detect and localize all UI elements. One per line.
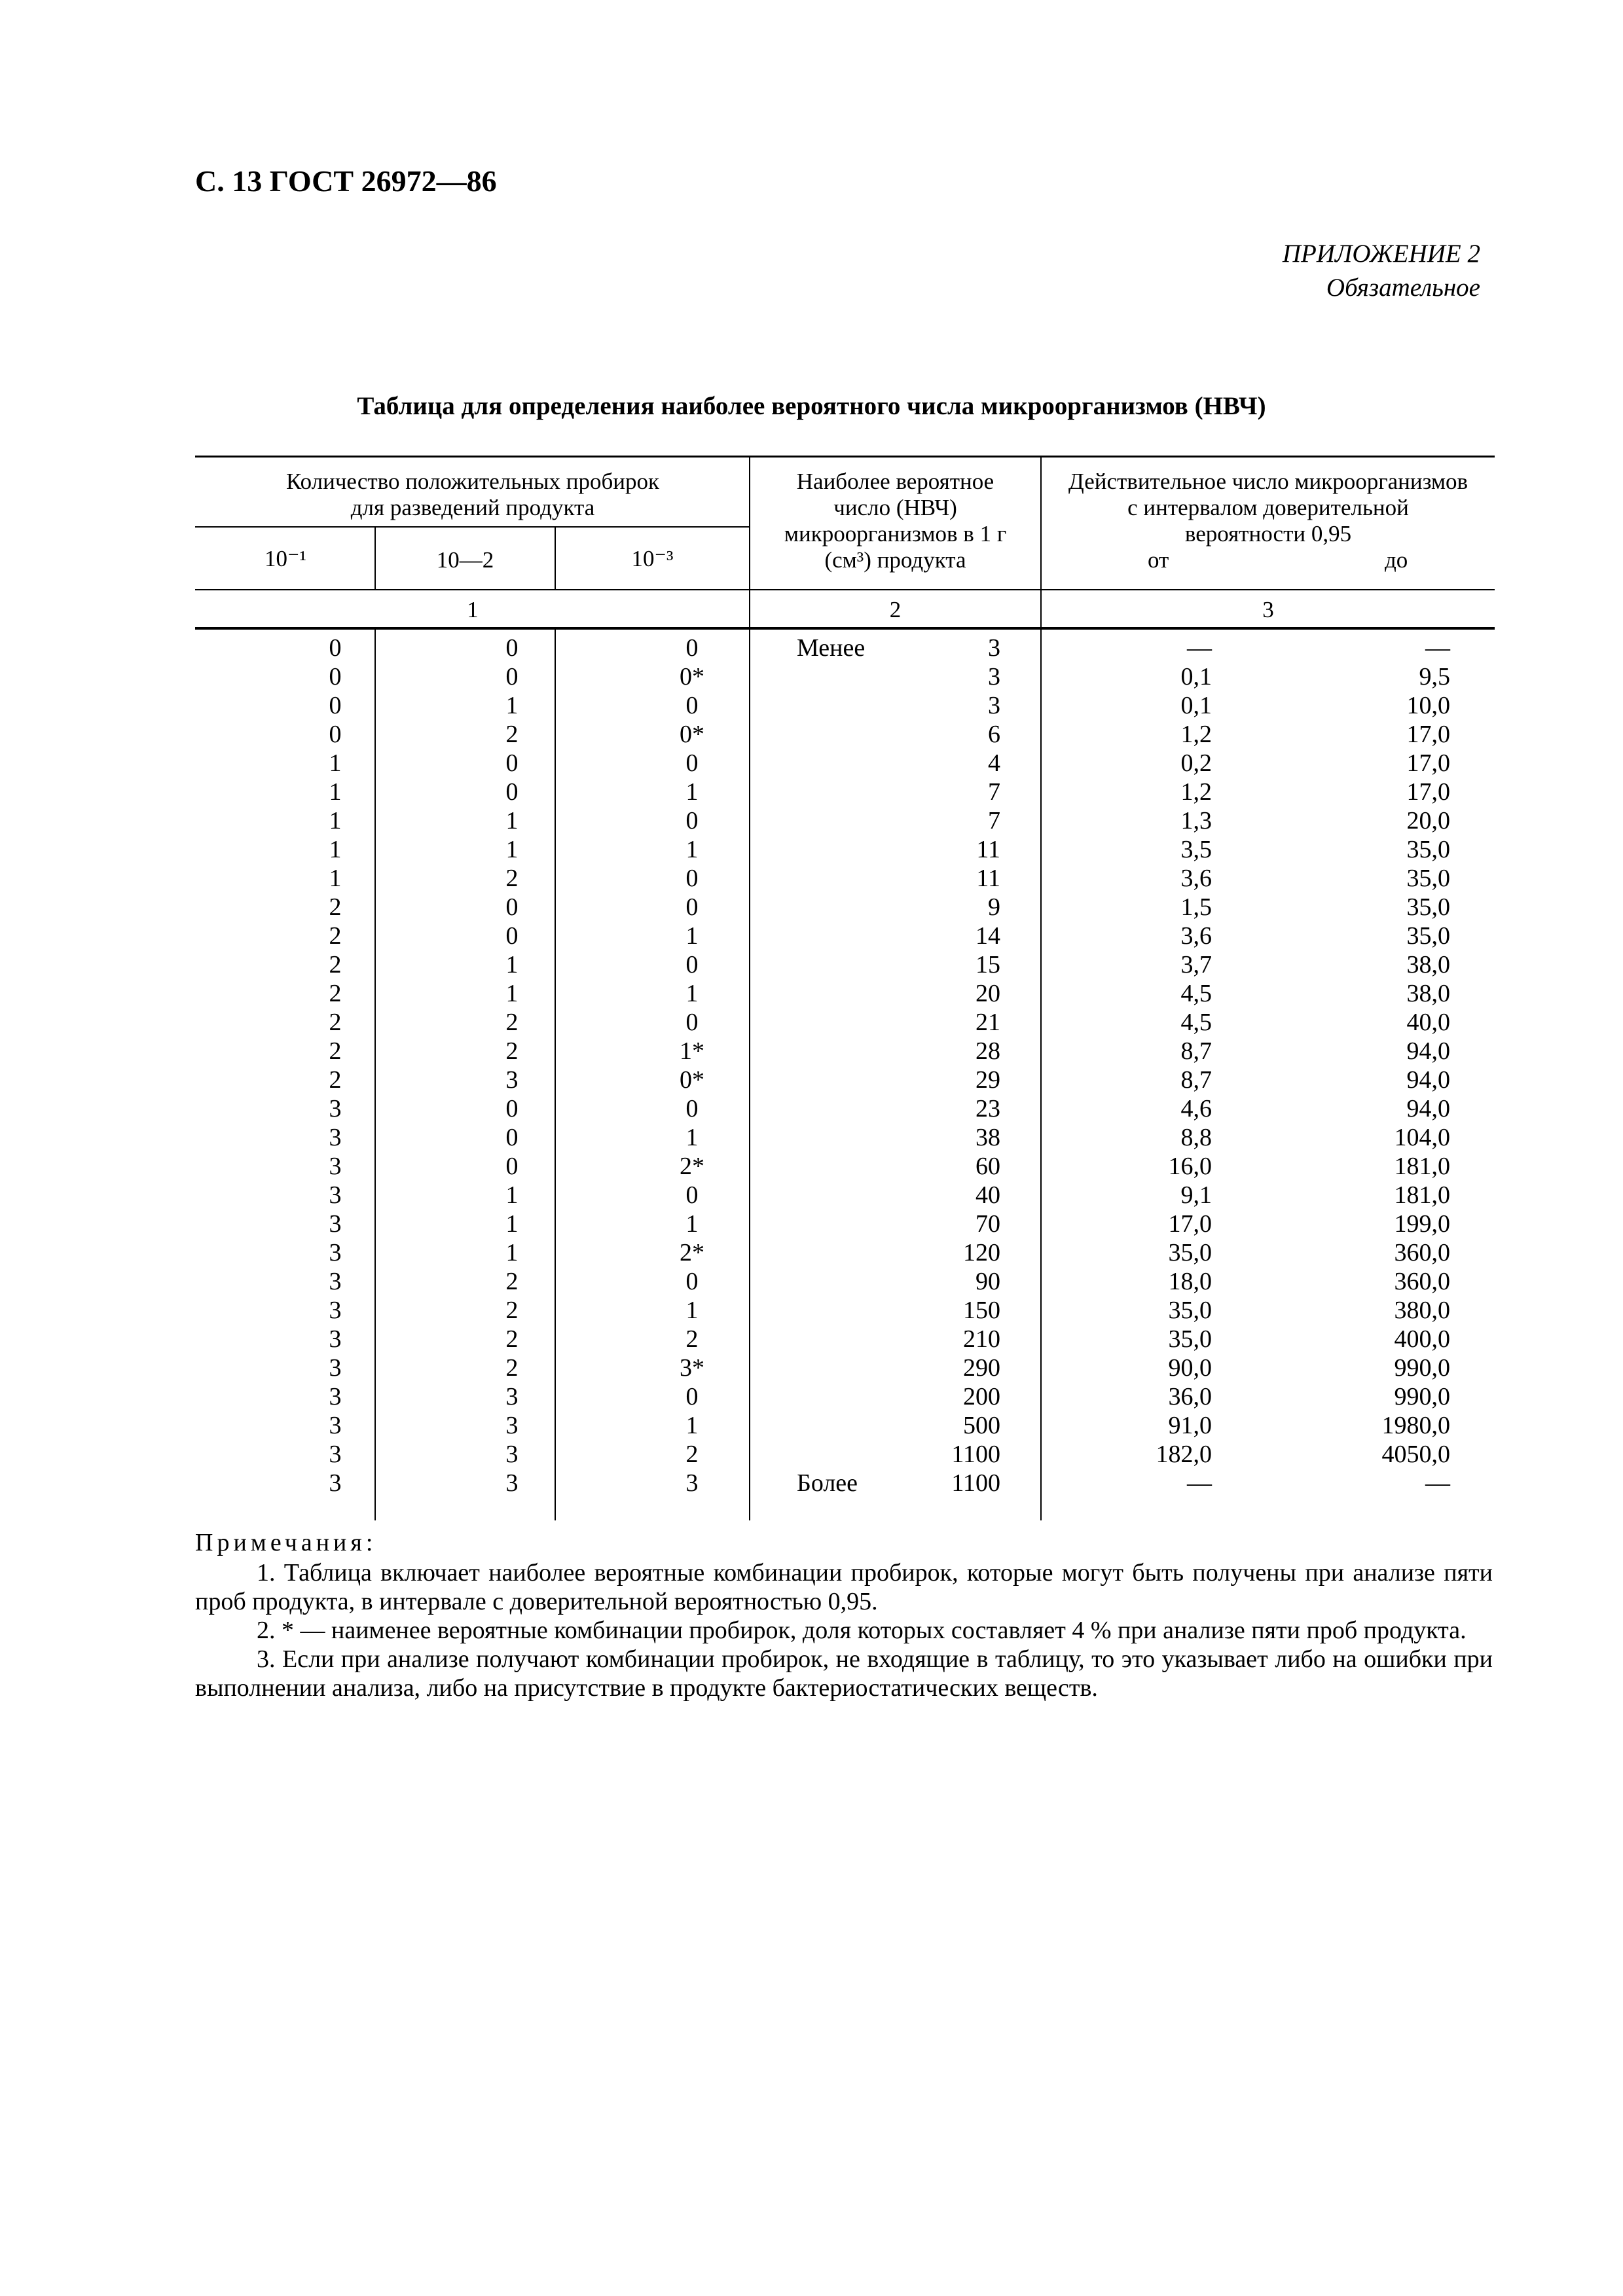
cell-dilution-2: 3 <box>505 1441 519 1468</box>
cell-dilution-1: 3 <box>329 1383 342 1410</box>
cell-interval-to: 9,5 <box>1419 663 1450 691</box>
cell-interval-to: 181,0 <box>1394 1181 1450 1209</box>
cell-dilution-3: 0 <box>685 1181 699 1209</box>
table-row <box>195 634 1504 662</box>
note-item: 2. * — наименее вероятные комбинации пробирок, доля которых составляет 4 % при анализе пяти проб продукта. <box>257 1617 1467 1644</box>
table-row <box>195 1210 1504 1238</box>
cell-interval-to: 181,0 <box>1394 1153 1450 1180</box>
cell-mpn: 23 <box>976 1095 1000 1122</box>
table-row <box>195 1152 1504 1181</box>
cell-mpn: 11 <box>976 836 1000 863</box>
cell-interval-to: 94,0 <box>1406 1066 1450 1094</box>
cell-interval-from: 0,1 <box>1180 692 1212 719</box>
cell-dilution-2: 2 <box>505 865 519 892</box>
cell-dilution-2: 2 <box>505 1037 519 1065</box>
cell-interval-to: 35,0 <box>1406 836 1450 863</box>
cell-mpn: 11 <box>976 865 1000 892</box>
table-row <box>195 1469 1504 1498</box>
cell-dilution-3: 1 <box>685 1297 699 1324</box>
cell-dilution-2: 3 <box>505 1383 519 1410</box>
cell-dilution-3: 2 <box>685 1441 699 1468</box>
cell-dilution-1: 2 <box>329 1037 342 1065</box>
head-group-actual-count <box>1042 469 1495 547</box>
column-number-1: 1 <box>467 597 479 622</box>
cell-dilution-2: 0 <box>505 893 519 921</box>
cell-interval-from: 9,1 <box>1180 1181 1212 1209</box>
cell-interval-from: — <box>1187 634 1212 662</box>
cell-dilution-1: 0 <box>329 663 342 691</box>
cell-interval-from: 36,0 <box>1168 1383 1212 1410</box>
cell-dilution-1: 3 <box>329 1469 342 1497</box>
table-row <box>195 1008 1504 1037</box>
head-line: число (НВЧ) <box>833 495 957 520</box>
cell-dilution-2: 0 <box>505 1124 519 1151</box>
cell-interval-to: — <box>1425 634 1450 662</box>
table-row <box>195 1411 1504 1440</box>
cell-dilution-3: 1 <box>685 980 699 1007</box>
cell-dilution-1: 3 <box>329 1441 342 1468</box>
table-row <box>195 806 1504 835</box>
cell-dilution-3: 1 <box>685 922 699 950</box>
cell-interval-to: 360,0 <box>1394 1268 1450 1295</box>
cell-dilution-3: 0* <box>680 1066 704 1094</box>
cell-interval-to: 35,0 <box>1406 922 1450 950</box>
table-row <box>195 1181 1504 1210</box>
cell-dilution-2: 2 <box>505 1297 519 1324</box>
table-row <box>195 893 1504 922</box>
appendix-block <box>1283 237 1480 305</box>
cell-interval-to: 360,0 <box>1394 1239 1450 1266</box>
cell-interval-from: 4,5 <box>1180 980 1212 1007</box>
cell-dilution-3: 0* <box>680 721 704 748</box>
cell-dilution-1: 1 <box>329 807 342 834</box>
table-row <box>195 1354 1504 1382</box>
cell-mpn: 90 <box>976 1268 1000 1295</box>
cell-interval-to: — <box>1425 1469 1450 1497</box>
cell-dilution-2: 2 <box>505 1009 519 1036</box>
cell-dilution-2: 0 <box>505 778 519 806</box>
cell-dilution-2: 1 <box>505 1181 519 1209</box>
cell-dilution-2: 3 <box>505 1469 519 1497</box>
cell-dilution-1: 3 <box>329 1325 342 1353</box>
cell-interval-from: 35,0 <box>1168 1325 1212 1353</box>
cell-interval-from: 35,0 <box>1168 1239 1212 1266</box>
cell-mpn: 1100 <box>951 1469 1000 1497</box>
head-dilution-1: 10⁻¹ <box>264 546 306 571</box>
cell-interval-to: 400,0 <box>1394 1325 1450 1353</box>
cell-interval-from: 3,6 <box>1180 922 1212 950</box>
cell-mpn: 1100 <box>951 1441 1000 1468</box>
cell-dilution-1: 3 <box>329 1124 342 1151</box>
head-line: с интервалом доверительной <box>1127 495 1409 520</box>
cell-dilution-3: 0 <box>685 749 699 777</box>
cell-dilution-1: 3 <box>329 1268 342 1295</box>
cell-mpn: 38 <box>976 1124 1000 1151</box>
cell-mpn: 7 <box>988 807 1000 834</box>
cell-dilution-3: 0 <box>685 1268 699 1295</box>
cell-dilution-2: 3 <box>505 1412 519 1439</box>
cell-dilution-2: 0 <box>505 634 519 662</box>
cell-interval-from: 3,5 <box>1180 836 1212 863</box>
cell-dilution-2: 0 <box>505 1153 519 1180</box>
cell-interval-to: 40,0 <box>1406 1009 1450 1036</box>
table-row <box>195 691 1504 720</box>
cell-dilution-1: 1 <box>329 836 342 863</box>
cell-interval-from: 8,7 <box>1180 1066 1212 1094</box>
table-row <box>195 1382 1504 1411</box>
cell-mpn: 9 <box>988 893 1000 921</box>
cell-dilution-1: 0 <box>329 692 342 719</box>
cell-mpn: 21 <box>976 1009 1000 1036</box>
table-row <box>195 1123 1504 1152</box>
cell-interval-from: 1,2 <box>1180 778 1212 806</box>
cell-mpn: 15 <box>976 951 1000 978</box>
cell-dilution-2: 1 <box>505 836 519 863</box>
cell-dilution-2: 2 <box>505 721 519 748</box>
head-line: микроорганизмов в 1 г <box>784 521 1007 547</box>
cell-dilution-1: 3 <box>329 1412 342 1439</box>
cell-dilution-2: 1 <box>505 807 519 834</box>
cell-mpn: 3 <box>988 692 1000 719</box>
cell-mpn: 29 <box>976 1066 1000 1094</box>
table-row <box>195 1296 1504 1325</box>
head-dilution-2: 10—2 <box>436 547 494 573</box>
cell-dilution-2: 2 <box>505 1268 519 1295</box>
cell-interval-from: 8,7 <box>1180 1037 1212 1065</box>
cell-dilution-3: 2* <box>680 1239 704 1266</box>
note-item: 3. Если при анализе получают комбинации пробирок, не входящие в таблицу, то это указывает либо на ошибки при выполнении анализа, либо на присутствие в продукте бактериостатических веществ. <box>195 1645 1493 1702</box>
cell-interval-from: 90,0 <box>1168 1354 1212 1382</box>
cell-mpn: 28 <box>976 1037 1000 1065</box>
cell-dilution-1: 3 <box>329 1181 342 1209</box>
cell-mpn: 200 <box>963 1383 1000 1410</box>
cell-dilution-3: 0 <box>685 807 699 834</box>
table-title: Таблица для определения наиболее вероятного числа микроорганизмов (НВЧ) <box>357 392 1266 420</box>
cell-interval-from: 35,0 <box>1168 1297 1212 1324</box>
cell-mpn: 6 <box>988 721 1000 748</box>
cell-dilution-3: 1 <box>685 836 699 863</box>
cell-dilution-1: 2 <box>329 980 342 1007</box>
table-row <box>195 979 1504 1008</box>
cell-mpn: 3 <box>988 634 1000 662</box>
cell-dilution-1: 3 <box>329 1210 342 1238</box>
cell-mpn: 7 <box>988 778 1000 806</box>
cell-dilution-2: 1 <box>505 1239 519 1266</box>
head-group-positive-tubes <box>196 469 749 521</box>
cell-dilution-1: 3 <box>329 1239 342 1266</box>
cell-interval-from: 1,5 <box>1180 893 1212 921</box>
cell-mpn: 290 <box>963 1354 1000 1382</box>
head-line: Действительное число микроорганизмов <box>1068 469 1468 494</box>
cell-interval-from: 1,3 <box>1180 807 1212 834</box>
cell-mpn: 120 <box>963 1239 1000 1266</box>
cell-interval-from: 0,2 <box>1180 749 1212 777</box>
cell-dilution-1: 1 <box>329 778 342 806</box>
cell-interval-to: 35,0 <box>1406 893 1450 921</box>
table-row <box>195 1440 1504 1469</box>
cell-interval-from: 4,5 <box>1180 1009 1212 1036</box>
cell-mpn: 60 <box>976 1153 1000 1180</box>
cell-interval-to: 199,0 <box>1394 1210 1450 1238</box>
cell-interval-from: 91,0 <box>1168 1412 1212 1439</box>
cell-interval-from: 3,7 <box>1180 951 1212 978</box>
cell-dilution-1: 3 <box>329 1354 342 1382</box>
cell-interval-to: 38,0 <box>1406 951 1450 978</box>
cell-interval-to: 104,0 <box>1394 1124 1450 1151</box>
cell-dilution-3: 1 <box>685 1412 699 1439</box>
head-from: от <box>1148 547 1169 573</box>
cell-interval-to: 20,0 <box>1406 807 1450 834</box>
cell-dilution-1: 2 <box>329 1009 342 1036</box>
cell-dilution-3: 2* <box>680 1153 704 1180</box>
cell-interval-to: 10,0 <box>1406 692 1450 719</box>
cell-dilution-1: 2 <box>329 922 342 950</box>
table-row <box>195 1238 1504 1267</box>
head-line: Наиболее вероятное <box>796 469 994 494</box>
cell-mpn-qualifier: Менее <box>797 634 866 662</box>
cell-dilution-3: 0 <box>685 951 699 978</box>
rule-top <box>195 456 1495 457</box>
cell-dilution-3: 1 <box>685 1210 699 1238</box>
cell-dilution-1: 3 <box>329 1297 342 1324</box>
cell-interval-from: 8,8 <box>1180 1124 1212 1151</box>
cell-interval-to: 35,0 <box>1406 865 1450 892</box>
cell-interval-from: 16,0 <box>1168 1153 1212 1180</box>
table-row <box>195 1267 1504 1296</box>
cell-interval-to: 1980,0 <box>1381 1412 1450 1439</box>
cell-interval-from: 1,2 <box>1180 721 1212 748</box>
cell-dilution-3: 1* <box>680 1037 704 1065</box>
cell-dilution-2: 2 <box>505 1354 519 1382</box>
cell-dilution-2: 0 <box>505 1095 519 1122</box>
cell-mpn: 3 <box>988 663 1000 691</box>
table-row <box>195 1094 1504 1123</box>
cell-dilution-1: 2 <box>329 1066 342 1094</box>
cell-dilution-2: 2 <box>505 1325 519 1353</box>
cell-interval-to: 4050,0 <box>1381 1441 1450 1468</box>
table-row <box>195 864 1504 893</box>
cell-mpn: 40 <box>976 1181 1000 1209</box>
head-to: до <box>1385 547 1408 573</box>
cell-dilution-2: 1 <box>505 1210 519 1238</box>
note-item: 1. Таблица включает наиболее вероятные комбинации пробирок, которые могут быть получены при анализе пяти проб продукта, в интервале с доверительной вероятностью 0,95. <box>195 1559 1493 1615</box>
table-row <box>195 1037 1504 1066</box>
cell-dilution-1: 1 <box>329 865 342 892</box>
cell-dilution-3: 1 <box>685 1124 699 1151</box>
table-row <box>195 950 1504 979</box>
rule-head-bottom <box>195 589 1495 590</box>
cell-mpn: 20 <box>976 980 1000 1007</box>
cell-interval-to: 94,0 <box>1406 1095 1450 1122</box>
cell-dilution-3: 0 <box>685 1095 699 1122</box>
cell-dilution-2: 1 <box>505 951 519 978</box>
cell-dilution-2: 1 <box>505 980 519 1007</box>
cell-interval-from: — <box>1187 1469 1212 1497</box>
cell-dilution-2: 1 <box>505 692 519 719</box>
cell-interval-from: 0,1 <box>1180 663 1212 691</box>
notes <box>195 1528 1493 1702</box>
head-group-mpn <box>750 469 1040 573</box>
cell-dilution-3: 1 <box>685 778 699 806</box>
rule-subhead <box>195 526 749 528</box>
cell-dilution-2: 3 <box>505 1066 519 1094</box>
cell-dilution-3: 0 <box>685 634 699 662</box>
cell-dilution-3: 3 <box>685 1469 699 1497</box>
cell-interval-from: 4,6 <box>1180 1095 1212 1122</box>
cell-dilution-2: 0 <box>505 749 519 777</box>
cell-dilution-1: 2 <box>329 951 342 978</box>
table-row <box>195 662 1504 691</box>
cell-interval-to: 17,0 <box>1406 749 1450 777</box>
table-row <box>195 778 1504 806</box>
head-line: для разведений продукта <box>350 495 595 520</box>
cell-dilution-1: 0 <box>329 721 342 748</box>
appendix-title: ПРИЛОЖЕНИЕ 2 <box>1282 240 1480 268</box>
cell-mpn: 4 <box>988 749 1000 777</box>
cell-interval-to: 990,0 <box>1394 1354 1450 1382</box>
cell-interval-from: 18,0 <box>1168 1268 1212 1295</box>
cell-mpn: 500 <box>963 1412 1000 1439</box>
cell-dilution-2: 0 <box>505 663 519 691</box>
cell-mpn: 70 <box>976 1210 1000 1238</box>
cell-mpn: 150 <box>963 1297 1000 1324</box>
table-row <box>195 922 1504 950</box>
cell-dilution-3: 0 <box>685 865 699 892</box>
cell-dilution-2: 0 <box>505 922 519 950</box>
table-row <box>195 835 1504 864</box>
cell-interval-from: 17,0 <box>1168 1210 1212 1238</box>
table-row <box>195 1325 1504 1354</box>
cell-interval-to: 380,0 <box>1394 1297 1450 1324</box>
cell-interval-to: 94,0 <box>1406 1037 1450 1065</box>
cell-interval-to: 17,0 <box>1406 721 1450 748</box>
cell-dilution-3: 0* <box>680 663 704 691</box>
column-number-2: 2 <box>889 597 902 622</box>
cell-dilution-3: 2 <box>685 1325 699 1353</box>
cell-interval-to: 990,0 <box>1394 1383 1450 1410</box>
cell-dilution-3: 0 <box>685 1009 699 1036</box>
cell-interval-to: 38,0 <box>1406 980 1450 1007</box>
table-row <box>195 749 1504 778</box>
cell-dilution-3: 0 <box>685 1383 699 1410</box>
table-body <box>195 634 1504 1498</box>
head-line: (см³) продукта <box>824 547 966 573</box>
head-dilution-3: 10⁻³ <box>631 546 674 571</box>
cell-dilution-3: 3* <box>680 1354 704 1382</box>
head-line: Количество положительных пробирок <box>285 469 659 494</box>
table-row <box>195 720 1504 749</box>
cell-dilution-1: 0 <box>329 634 342 662</box>
cell-dilution-1: 2 <box>329 893 342 921</box>
notes-heading: Примечания: <box>195 1529 377 1556</box>
cell-dilution-1: 1 <box>329 749 342 777</box>
table-row <box>195 1066 1504 1094</box>
cell-mpn: 14 <box>976 922 1000 950</box>
page-header: С. 13 ГОСТ 26972—86 <box>195 164 497 198</box>
cell-dilution-1: 3 <box>329 1095 342 1122</box>
rule-numbers-bottom <box>195 627 1495 630</box>
appendix-status: Обязательное <box>1326 274 1480 302</box>
cell-interval-from: 182,0 <box>1156 1441 1212 1468</box>
cell-interval-from: 3,6 <box>1180 865 1212 892</box>
cell-mpn-qualifier: Более <box>797 1469 858 1497</box>
head-line: вероятности 0,95 <box>1184 521 1352 547</box>
column-number-3: 3 <box>1262 597 1274 622</box>
cell-dilution-1: 3 <box>329 1153 342 1180</box>
cell-dilution-3: 0 <box>685 893 699 921</box>
cell-dilution-3: 0 <box>685 692 699 719</box>
cell-interval-to: 17,0 <box>1406 778 1450 806</box>
cell-mpn: 210 <box>963 1325 1000 1353</box>
